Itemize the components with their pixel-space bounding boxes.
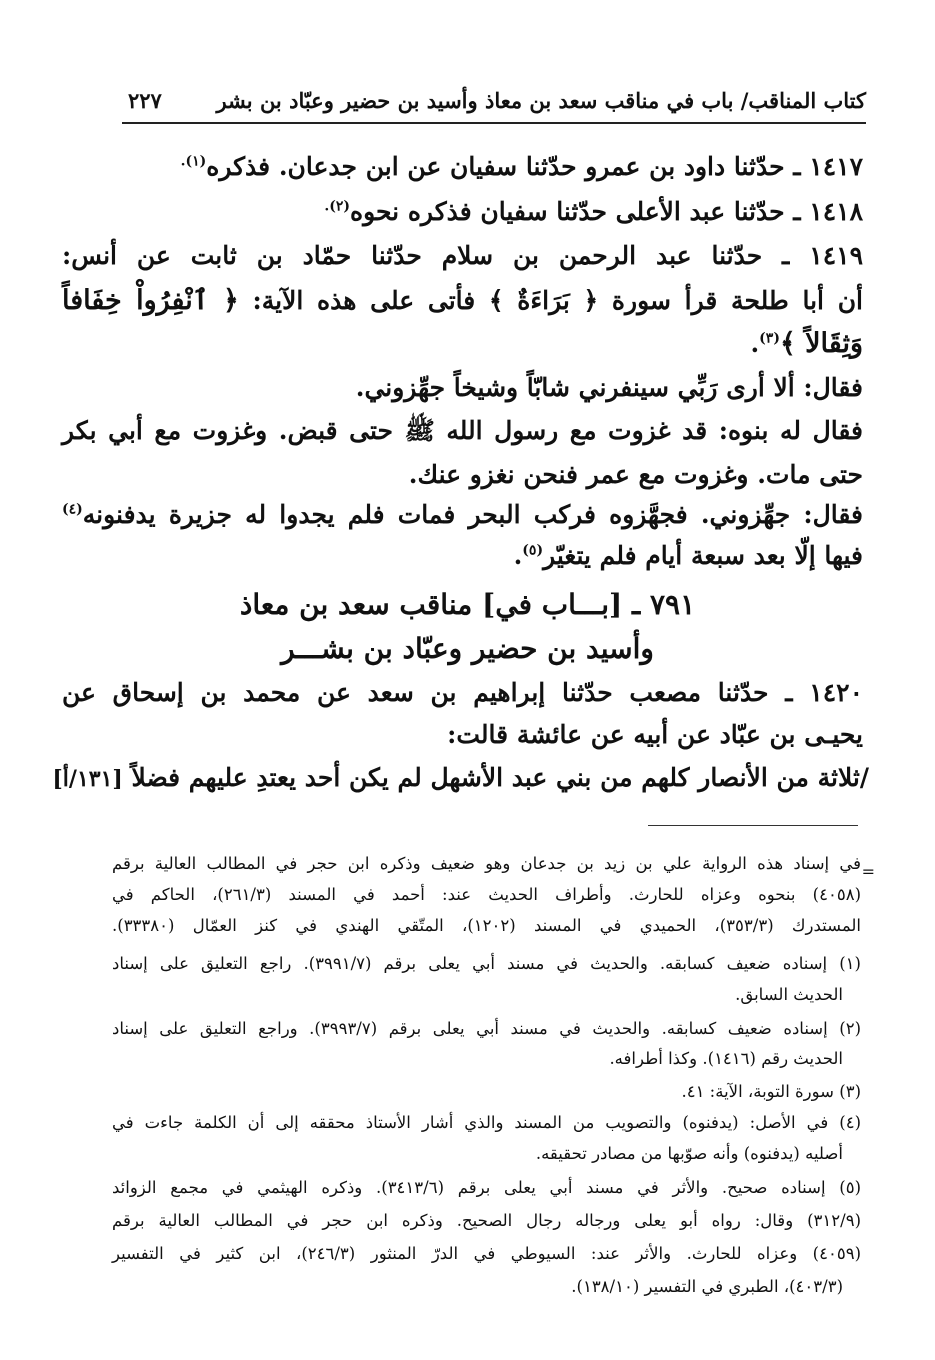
- footnote-4-line-1: (٤) في الأصل: (يدفنوه) والتصويب من المسند والذي أشار الأستاذ محققه إلى أن الكلمة جاءت في: [112, 1113, 861, 1132]
- hadith-1418: ١٤١٨ ـ حدّثنا عبد الأعلى حدّثنا سفيان فذكره نحوه$^{(٢).}$: [324, 197, 863, 226]
- chapter-heading-line-2: وأسيد بن حضير وعبّاد بن بشـــر: [281, 632, 654, 665]
- footnote-divider: [648, 825, 858, 826]
- footnote-continuation-line-3: المستدرك (٣٥٣/٣)، الحميدي في المسند (١٢٠٢)، المتّقي الهندي في كنز العمّال (٣٣٣٨٠).: [112, 916, 862, 935]
- folio-marker: [١٣١/أ]: [52, 766, 123, 792]
- header-divider: [122, 122, 866, 124]
- hadith-1420-line-1: ١٤٢٠ ـ حدّثنا مصعب حدّثنا إبراهيم بن سعد عن محمد بن إسحاق عن: [62, 678, 863, 707]
- footnote-ref: (٥): [522, 542, 544, 559]
- quran-verse: وَثِقَالاً ﴾: [779, 328, 863, 359]
- hadith-1419-line-8: فيها إلّا بعد سبعة أيام فلم يتغيّر$^{(٥)}$.: [513, 541, 863, 570]
- hadith-1419-line-1: ١٤١٩ ـ حدّثنا عبد الرحمن بن سلام حدّثنا حمّاد بن ثابت عن أنس:: [62, 241, 863, 270]
- footnote-5-line-3: (٤٠٥٩) وعزاه للحارث. والأثر عند: السيوطي في الدرّ المنثور (٢٤٦/٣)، ابن كثير في التفسير: [112, 1244, 861, 1263]
- hadith-1420-line-2: يحيـى بن عبّاد عن أبيه عن عائشة قالت:: [447, 720, 863, 749]
- hadith-1419-line-4: فقال: ألا أرى رَبِّي سينفرني شابّاً وشيخاً جهِّزوني.: [355, 373, 863, 402]
- hadith-1419-line-3: وَثِقَالاً ﴾$^{(٣)}$.: [750, 328, 863, 359]
- hadith-1419-line-2: أن أبا طلحة قرأ سورة ﴿ بَرَاءَةٌ ﴾ فأتى على هذه الآية: ﴿ ٱنْفِرُواْ خِفَافاً: [62, 285, 863, 316]
- footnote-2-line-1: (٢) إسناده ضعيف كسابقه. والحديث في مسند أبي يعلى برقم (٣٩٩٣/٧). وراجع التعليق على إسناد: [112, 1019, 861, 1038]
- hadith-1420-line-3: /ثلاثة من الأنصار كلهم من بني عبد الأشهل لم يكن أحد يعتدِ عليهم فضلاً [١٣١/أ]: [52, 763, 869, 792]
- footnote-1-line-2: الحديث السابق.: [735, 985, 843, 1004]
- footnote-continuation-line-2: (٤٠٥٨) بنحوه وعزاه للحارث. وأطراف الحديث عند: أحمد في المسند (٢٦١/٣)، الحاكم في: [112, 885, 861, 904]
- footnote-3: (٣) سورة التوبة، الآية: ٤١.: [681, 1082, 861, 1101]
- footnote-ref: (٤): [62, 501, 83, 518]
- footnote-1-line-1: (١) إسناده ضعيف كسابقه. والحديث في مسند أبي يعلى برقم (٣٩٩١/٧). راجع التعليق على إسناد: [112, 954, 861, 973]
- running-title: كتاب المناقب/ باب في مناقب سعد بن معاذ وأسيد بن حضير وعبّاد بن بشر: [216, 88, 866, 113]
- footnote-5-line-4: (٤٠٣/٣)، الطبري في التفسير (١٣٨/١٠).: [571, 1277, 843, 1296]
- footnote-ref: (٢).: [324, 198, 351, 215]
- footnote-continuation-line-1: في إسناد هذه الرواية علي بن زيد بن جدعان وهو ضعيف وذكره ابن حجر في المطالب العالية برقم: [112, 854, 861, 873]
- footnote-2-line-2: الحديث رقم (١٤١٦). وكذا أطرافه.: [609, 1049, 843, 1068]
- footnote-5-line-2: (٣١٢/٩) وقال: رواه أبو يعلى ورجاله رجال الصحيح. وذكره ابن حجر في المطالب العالية برقم: [112, 1211, 861, 1230]
- continuation-mark: =: [861, 862, 875, 881]
- footnote-5-line-1: (٥) إسناده صحيح. والأثر في مسند أبي يعلى برقم (٣٤١٣/٦). وذكره الهيثمي في مجمع الزوائد: [112, 1178, 862, 1197]
- chapter-heading-line-1: ٧٩١ ـ [بـــاب في] مناقب سعد بن معاذ: [239, 588, 696, 621]
- hadith-1419-line-5: فقال له بنوه: قد غزوت مع رسول الله ﷺ حتى قبض. وغزوت مع أبي بكر: [62, 416, 863, 445]
- footnote-ref: (٣): [759, 330, 780, 347]
- hadith-1419-line-7: فقال: جهِّزوني. فجهَّزوه فركب البحر فمات فلم يجدوا له جزيرة يدفنونه$^{(٤)}$: [62, 500, 863, 529]
- hadith-1419-line-6: حتى مات. وغزوت مع عمر فنحن نغزو عنك.: [408, 460, 863, 489]
- running-header: [122, 84, 866, 120]
- footnote-4-line-2: أصليه (يدفنوه) وأنه صوّبها من مصادر تحقيقه.: [535, 1144, 843, 1163]
- quran-verse: ﴿ ٱنْفِرُواْ خِفَافاً: [62, 285, 239, 316]
- page-number: ٢٢٧: [128, 88, 162, 113]
- footnote-ref: (١).: [180, 153, 207, 170]
- hadith-1417: ١٤١٧ ـ حدّثنا داود بن عمرو حدّثنا سفيان عن ابن جدعان. فذكره$^{(١).}$: [180, 152, 863, 181]
